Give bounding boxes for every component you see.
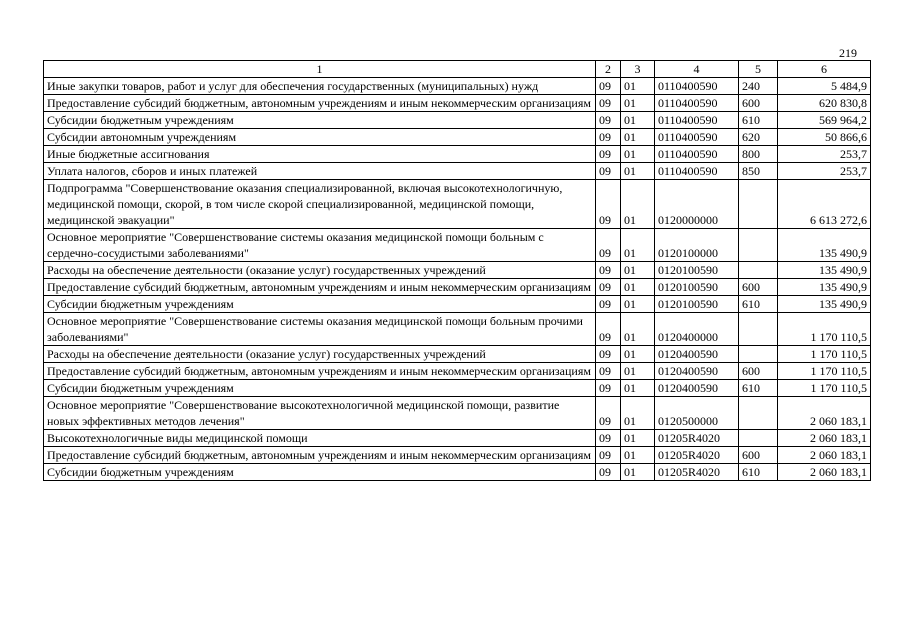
- table-row: [44, 262, 871, 279]
- table-row: [44, 296, 871, 313]
- expense-type-cell: 620: [739, 129, 778, 146]
- subsection-code-cell: 01: [621, 112, 655, 129]
- section-code-cell: 09: [596, 447, 621, 464]
- expense-type-cell: 610: [739, 112, 778, 129]
- table-row: [44, 430, 871, 447]
- target-article-cell: 0120100590: [655, 262, 739, 279]
- table-row: [44, 146, 871, 163]
- section-code-cell: 09: [596, 363, 621, 380]
- section-code-cell: 09: [596, 146, 621, 163]
- expense-type-cell: 610: [739, 380, 778, 397]
- section-code-cell: 09: [596, 262, 621, 279]
- expense-type-cell: 610: [739, 464, 778, 481]
- table-row: [44, 112, 871, 129]
- item-name-cell: Уплата налогов, сборов и иных платежей: [44, 163, 596, 180]
- subsection-code-cell: 01: [621, 430, 655, 447]
- table-row: [44, 363, 871, 380]
- subsection-code-cell: 01: [621, 262, 655, 279]
- amount-cell: 2 060 183,1: [778, 397, 871, 430]
- budget-table: [43, 60, 871, 481]
- amount-cell: 6 613 272,6: [778, 180, 871, 229]
- item-name-cell: Основное мероприятие "Совершенствование системы оказания медицинской помощи больным с сердечно-сосудистыми заболеваниями": [44, 229, 596, 262]
- expense-type-cell: 600: [739, 279, 778, 296]
- subsection-code-cell: 01: [621, 146, 655, 163]
- item-name-cell: Иные закупки товаров, работ и услуг для обеспечения государственных (муниципальных) нужд: [44, 78, 596, 95]
- expense-type-cell: 610: [739, 296, 778, 313]
- target-article-cell: 0110400590: [655, 129, 739, 146]
- item-name-cell: Субсидии бюджетным учреждениям: [44, 380, 596, 397]
- section-code-cell: 09: [596, 112, 621, 129]
- subsection-code-cell: 01: [621, 180, 655, 229]
- target-article-cell: 0110400590: [655, 95, 739, 112]
- amount-cell: 135 490,9: [778, 262, 871, 279]
- subsection-code-cell: 01: [621, 129, 655, 146]
- header-cell-4: 4: [655, 61, 739, 78]
- header-cell-5: 5: [739, 61, 778, 78]
- target-article-cell: 0110400590: [655, 112, 739, 129]
- table-row: [44, 447, 871, 464]
- section-code-cell: 09: [596, 380, 621, 397]
- budget-table-body: [44, 61, 871, 481]
- expense-type-cell: 600: [739, 95, 778, 112]
- table-row: [44, 346, 871, 363]
- amount-cell: 50 866,6: [778, 129, 871, 146]
- expense-type-cell: [739, 430, 778, 447]
- table-row: [44, 229, 871, 262]
- subsection-code-cell: 01: [621, 363, 655, 380]
- target-article-cell: 0110400590: [655, 146, 739, 163]
- target-article-cell: 0120000000: [655, 180, 739, 229]
- section-code-cell: 09: [596, 129, 621, 146]
- section-code-cell: 09: [596, 279, 621, 296]
- expense-type-cell: 240: [739, 78, 778, 95]
- section-code-cell: 09: [596, 397, 621, 430]
- item-name-cell: Предоставление субсидий бюджетным, автономным учреждениям и иным некоммерческим организациям: [44, 363, 596, 380]
- target-article-cell: 0120100000: [655, 229, 739, 262]
- target-article-cell: 01205R4020: [655, 464, 739, 481]
- expense-type-cell: [739, 346, 778, 363]
- section-code-cell: 09: [596, 430, 621, 447]
- header-cell-3: 3: [621, 61, 655, 78]
- item-name-cell: Высокотехнологичные виды медицинской помощи: [44, 430, 596, 447]
- item-name-cell: Субсидии автономным учреждениям: [44, 129, 596, 146]
- target-article-cell: 0120400590: [655, 346, 739, 363]
- section-code-cell: 09: [596, 464, 621, 481]
- amount-cell: 2 060 183,1: [778, 430, 871, 447]
- section-code-cell: 09: [596, 95, 621, 112]
- target-article-cell: 0120400590: [655, 380, 739, 397]
- section-code-cell: 09: [596, 163, 621, 180]
- expense-type-cell: 600: [739, 363, 778, 380]
- amount-cell: 253,7: [778, 163, 871, 180]
- amount-cell: 135 490,9: [778, 296, 871, 313]
- table-row: [44, 279, 871, 296]
- expense-type-cell: [739, 397, 778, 430]
- header-cell-2: 2: [596, 61, 621, 78]
- header-cell-1: 1: [44, 61, 596, 78]
- subsection-code-cell: 01: [621, 78, 655, 95]
- target-article-cell: 01205R4020: [655, 430, 739, 447]
- expense-type-cell: 800: [739, 146, 778, 163]
- target-article-cell: 0120400000: [655, 313, 739, 346]
- amount-cell: 2 060 183,1: [778, 464, 871, 481]
- subsection-code-cell: 01: [621, 163, 655, 180]
- table-row: [44, 95, 871, 112]
- expense-type-cell: 600: [739, 447, 778, 464]
- amount-cell: 1 170 110,5: [778, 346, 871, 363]
- expense-type-cell: 850: [739, 163, 778, 180]
- item-name-cell: Расходы на обеспечение деятельности (оказание услуг) государственных учреждений: [44, 346, 596, 363]
- expense-type-cell: [739, 180, 778, 229]
- subsection-code-cell: 01: [621, 464, 655, 481]
- item-name-cell: Основное мероприятие "Совершенствование системы оказания медицинской помощи больным прочими заболеваниями": [44, 313, 596, 346]
- item-name-cell: Субсидии бюджетным учреждениям: [44, 112, 596, 129]
- subsection-code-cell: 01: [621, 279, 655, 296]
- target-article-cell: 0110400590: [655, 163, 739, 180]
- item-name-cell: Предоставление субсидий бюджетным, автономным учреждениям и иным некоммерческим организациям: [44, 95, 596, 112]
- target-article-cell: 01205R4020: [655, 447, 739, 464]
- item-name-cell: Субсидии бюджетным учреждениям: [44, 296, 596, 313]
- item-name-cell: Субсидии бюджетным учреждениям: [44, 464, 596, 481]
- amount-cell: 569 964,2: [778, 112, 871, 129]
- section-code-cell: 09: [596, 296, 621, 313]
- subsection-code-cell: 01: [621, 380, 655, 397]
- target-article-cell: 0120500000: [655, 397, 739, 430]
- target-article-cell: 0120400590: [655, 363, 739, 380]
- table-row: [44, 313, 871, 346]
- item-name-cell: Расходы на обеспечение деятельности (оказание услуг) государственных учреждений: [44, 262, 596, 279]
- table-header-row: [44, 61, 871, 78]
- amount-cell: 135 490,9: [778, 229, 871, 262]
- amount-cell: 253,7: [778, 146, 871, 163]
- subsection-code-cell: 01: [621, 397, 655, 430]
- expense-type-cell: [739, 313, 778, 346]
- expense-type-cell: [739, 229, 778, 262]
- table-row: [44, 129, 871, 146]
- amount-cell: 1 170 110,5: [778, 313, 871, 346]
- target-article-cell: 0120100590: [655, 279, 739, 296]
- subsection-code-cell: 01: [621, 296, 655, 313]
- amount-cell: 2 060 183,1: [778, 447, 871, 464]
- amount-cell: 135 490,9: [778, 279, 871, 296]
- table-row: [44, 163, 871, 180]
- page-number: 219: [839, 46, 857, 60]
- subsection-code-cell: 01: [621, 95, 655, 112]
- section-code-cell: 09: [596, 313, 621, 346]
- table-row: [44, 78, 871, 95]
- section-code-cell: 09: [596, 78, 621, 95]
- subsection-code-cell: 01: [621, 313, 655, 346]
- section-code-cell: 09: [596, 229, 621, 262]
- target-article-cell: 0120100590: [655, 296, 739, 313]
- table-row: [44, 180, 871, 229]
- amount-cell: 5 484,9: [778, 78, 871, 95]
- item-name-cell: Иные бюджетные ассигнования: [44, 146, 596, 163]
- header-cell-6: 6: [778, 61, 871, 78]
- expense-type-cell: [739, 262, 778, 279]
- amount-cell: 1 170 110,5: [778, 380, 871, 397]
- section-code-cell: 09: [596, 180, 621, 229]
- subsection-code-cell: 01: [621, 346, 655, 363]
- table-row: [44, 380, 871, 397]
- item-name-cell: Основное мероприятие "Совершенствование высокотехнологичной медицинской помощи, развитие новых эффективных методов лечения": [44, 397, 596, 430]
- section-code-cell: 09: [596, 346, 621, 363]
- table-row: [44, 464, 871, 481]
- item-name-cell: Подпрограмма "Совершенствование оказания специализированной, включая высокотехнологичную, медицинской помощи, скорой, в том числе скорой специализированной, медицинской помощи, медицинской эвакуации": [44, 180, 596, 229]
- subsection-code-cell: 01: [621, 229, 655, 262]
- item-name-cell: Предоставление субсидий бюджетным, автономным учреждениям и иным некоммерческим организациям: [44, 279, 596, 296]
- table-row: [44, 397, 871, 430]
- item-name-cell: Предоставление субсидий бюджетным, автономным учреждениям и иным некоммерческим организациям: [44, 447, 596, 464]
- subsection-code-cell: 01: [621, 447, 655, 464]
- target-article-cell: 0110400590: [655, 78, 739, 95]
- amount-cell: 1 170 110,5: [778, 363, 871, 380]
- amount-cell: 620 830,8: [778, 95, 871, 112]
